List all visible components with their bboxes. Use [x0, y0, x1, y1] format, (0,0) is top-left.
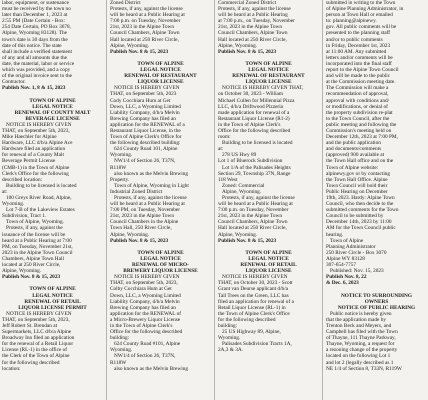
notice-text-line: Council Chambers, Alpine Town [218, 30, 288, 37]
notice-heading-line: RENEWAL OF RETAIL [24, 298, 81, 305]
notice-text-line: 7:00 p.m. on Tuesday, November [218, 207, 289, 214]
notice-text-line: at 7:00 p.m., on Tuesday, November [218, 18, 295, 25]
notice-text-line: R118W [110, 164, 127, 171]
notice-text-line: on October 30, 2023 - William [218, 91, 284, 98]
notice-text-line: THAT, on September 5th, 2023, [110, 280, 178, 287]
notice-text-line: building: [218, 322, 238, 329]
notice-text-line: and documents/comments [326, 146, 382, 153]
notice-heading-line: TOWN OF ALPINE [245, 249, 292, 256]
notice-text-line: 250 River Circle - Box 3070 [326, 249, 387, 256]
notice-text-line: incorporated into the final staff [326, 60, 392, 67]
notice-heading-line: LEGAL NOTICE [32, 103, 73, 110]
notice-text-line: Hall located at 250 River Circle, [218, 225, 287, 232]
notice-text-line: date, the material, labor or service [2, 60, 75, 67]
notice-text-line: Alpine, Wyoming. [218, 231, 258, 238]
notice-heading-line: LIQUOR LICENSE [137, 79, 184, 86]
publish-date-line: Publish Nov. 8 & 15, 2023 [218, 237, 277, 244]
notice-text-line: Liability Company, d/b/a Melvin [110, 109, 180, 116]
notice-text-line: later than December 1, 2023 at [2, 12, 68, 19]
notice-text-line: the Town Hall Office. Alpine [326, 176, 388, 183]
notice-text-line: to the Town Council, after the [326, 115, 390, 122]
notice-text-line: Alpine, Wyoming. [110, 42, 150, 49]
notice-text-line: 254 Date Certain, PO Box 3678, [2, 24, 71, 31]
notice-text-line: Published: Nov. 15, 2023 [330, 268, 384, 275]
notice-text-line: Supermarkets, LLC d/b/a Alpine [2, 329, 72, 336]
column-rule-1 [106, 0, 107, 400]
notice-text-line: report to the Alpine Town Council [326, 67, 399, 74]
notice-text-line: recommendation of approval, [326, 91, 389, 98]
notice-text-line: Building to be licensed is located [222, 140, 293, 147]
notice-text-line: of any and all amounts due the [2, 54, 68, 61]
notice-text-line: for the following described [2, 359, 60, 366]
notice-text-line: Wyoming. [218, 335, 241, 342]
notice-text-line: submitted in writing to the Town [326, 0, 396, 6]
notice-text-line: NOTICE IS HEREBY GIVEN THAT, [222, 85, 304, 92]
notice-text-line: will be heard at a Public Hearing at [110, 12, 185, 19]
notice-text-line: a rezoning change of the property [326, 347, 398, 354]
notice-text-line: the following described building: [110, 140, 181, 147]
notice-text-line: Office for the following described [110, 329, 183, 336]
publish-date-line: Publish Nov. 8 & 15, 2023 [2, 274, 61, 281]
notice-text-line: described location: [2, 176, 43, 183]
notice-text-line: December 14th, 2023 by 11:00 [326, 219, 392, 226]
notice-text-line: the Town of Alpine Clerk's Office [218, 310, 290, 317]
notice-text-line: 307-654-7757 [326, 262, 357, 269]
notice-text-line: to: planning@alpinewy. [326, 18, 377, 25]
notice-text-line: Michael Cullen for Millennial Pizza [218, 97, 295, 104]
notice-text-line: Colby Cocchiara Hum at Get [110, 286, 172, 293]
notice-text-line: 2A,3 & 3A. [218, 347, 244, 354]
notice-text-line: approval with conditions and/ [326, 97, 390, 104]
notice-text-line: issuance of the license will be [2, 231, 66, 238]
notice-text-line: Campbell has filed with the Town [326, 329, 398, 336]
notice-heading-line: TOWN OF ALPINE [29, 286, 76, 293]
notice-text-line: Brewing Company has filed an [110, 304, 176, 311]
notice-text-line: location: [2, 365, 21, 372]
notice-text-line: a Micro-Brewery Liquor License [110, 316, 181, 323]
notice-heading-line: OWNERS [364, 298, 389, 305]
notice-heading-line: NOTICE TO SURROUNDING [340, 292, 413, 299]
notice-text-line: NOTICE IS HEREBY GIVEN [222, 274, 288, 281]
notice-text-line: at 11:00 AM. Any submitted [326, 48, 387, 55]
notice-text-line: Hardware, LLC d/b/a Alpine Ace [2, 140, 73, 147]
column-4 [326, 0, 427, 400]
notice-text-line: Protests, if any, against the license [218, 6, 291, 13]
notice-text-line: License (RL-1) in the office of [2, 347, 68, 354]
notice-text-line: for the renewal of a Retail Liquor [2, 341, 74, 348]
notice-text-line: Commercial Zoned District [218, 0, 277, 6]
notice-text-line: Alpine, Wyoming. [222, 188, 262, 195]
notice-text-line: LLC, d/b/a Driftwood Pizzeria [218, 103, 284, 110]
notice-text-line: Alpine, Wyoming. [110, 231, 150, 238]
notice-text-line: THAT, on September 5th, 2023 [110, 91, 177, 98]
notice-text-line: room: [218, 134, 231, 141]
notice-heading-line: LEGAL NOTICE [248, 67, 289, 74]
notice-text-line: application for the RENEWAL of a [110, 121, 185, 128]
notice-text-line: AM for the Town Council public [326, 225, 396, 232]
notice-text-line: December 12th, 2023 at 7:00 PM, [326, 134, 398, 141]
notice-text-line: (CMB-1) in the Town of Alpine [2, 164, 70, 171]
notice-text-line: 19th, 2023. Hardy: Alpine Town [326, 195, 395, 201]
notice-text-line: Council, who then decide to the [326, 201, 394, 208]
notice-text-line: Property. [110, 176, 130, 183]
notice-heading-line: RENEWAL OF COUNTY MALT [14, 109, 91, 116]
notice-text-line: Broadway Inn filed an application [2, 335, 75, 342]
notice-text-line: Zoned: Commercial [222, 182, 265, 189]
notice-heading-line: BREWERY LIQUOR LICENSE [123, 268, 198, 275]
notice-heading-line: RENEWAL OF RESTAURANT [124, 73, 197, 80]
notice-text-line: Contractor. [2, 79, 26, 86]
notice-text-line: Town of Alpine, Wyoming in Light [114, 182, 189, 189]
notice-text-line: 2023 in the Alpine Town Council [2, 249, 73, 256]
notice-text-line: the Clerk of the Town of Alpine [2, 353, 70, 360]
notice-text-line: or modifications, or denial of [326, 103, 388, 110]
notice-text-line: Office for the following described [218, 127, 291, 134]
notice-text-line: Alpine, Wyoming. [218, 42, 258, 49]
notice-text-line: also known as the Melvin Brewing [114, 365, 188, 372]
notice-text-line: Planning Administrator [326, 243, 376, 250]
notice-text-line: 21st, 2023 in the Alpine Town [218, 213, 282, 220]
notice-heading-line: RENEWAL OF MICRO- [132, 262, 189, 269]
publish-date-line: Publish Nov. 1, 8 & 15, 2023 [2, 85, 66, 92]
notice-text-line: must be received by the town no [2, 6, 71, 13]
notice-text-line: and the public application [326, 140, 381, 147]
notice-text-line: 624 County Road 101, Alpine [114, 146, 178, 153]
notice-text-line: 25 US Highway 89, Alpine, [222, 329, 281, 336]
notice-text-line: Protests, if any, against the [6, 225, 63, 232]
notice-text-line: alpinewy.gov or by contacting [326, 170, 391, 177]
notice-text-line: date of this notice. The state [2, 42, 62, 49]
notice-text-line: 118 West [218, 176, 238, 183]
notice-text-line: Protests, if any, against the license [222, 195, 295, 201]
notice-text-line: THAT, on September 5th, 2023, [2, 127, 70, 134]
notice-text-line: person at Town Hall or emailed [326, 12, 393, 19]
notice-text-line: in the Town of Alpine Clerk's [110, 322, 173, 329]
notice-text-line: Down, LLC, a Wyoming Limited [110, 292, 181, 299]
notice-heading-line: LEGAL NOTICE [248, 255, 289, 262]
notice-text-line: Protests, if any, against the license [114, 195, 187, 201]
notice-text-line: located on the following Lot 1 [326, 353, 391, 360]
notice-heading-line: TOWN OF ALPINE [137, 60, 184, 67]
publish-date-line: Publish Nov. 8 & 15, 2023 [110, 237, 169, 244]
notice-text-line: heard at a Public Hearing at 7:00 [2, 237, 72, 244]
notice-heading-line: LEGAL NOTICE [140, 255, 181, 262]
notice-heading-line: TOWN OF ALPINE [245, 60, 292, 67]
notice-text-line: NOTICE IS HEREBY GIVEN [6, 121, 72, 128]
notice-text-line: gov. All public comments will be [326, 24, 397, 31]
notice-text-line: Subdivision, Tract 1. [2, 213, 47, 220]
notice-text-line: Restaurant Liquor License (R1-2) [218, 115, 290, 122]
notice-text-line: Town Hall, 250 River Circle, [110, 225, 172, 232]
notice-heading-line: LEGAL NOTICE [32, 292, 73, 299]
notice-text-line: Town of Alpine Clerk's Office for [110, 134, 182, 141]
notice-text-line: Council Chambers, Alpine Town [218, 219, 288, 226]
notice-heading-line: TOWN OF ALPINE [137, 249, 184, 256]
notice-text-line: Town of Alpine website: [326, 164, 379, 171]
notice-text-line: the property subdivision re-plat [326, 109, 393, 116]
notice-text-line: Thayne, Wyoming, a request for [326, 341, 395, 348]
notice-text-line: in Friday, December 1st, 2023 [326, 42, 391, 49]
notice-text-line: and lot 2 (legally described as 1 [326, 359, 394, 366]
publish-date-line: & Dec. 6, 2023 [326, 280, 359, 287]
notice-text-line: Protests, if any, against the license [110, 6, 183, 13]
notice-text-line: filed an application for renewal of a [218, 298, 294, 305]
notice-heading-line: TOWN OF ALPINE [29, 97, 76, 104]
notice-text-line: town's date is 30 days from the [2, 36, 68, 43]
notice-text-line: Liability Company, d/b/a Melvin [110, 298, 180, 305]
notice-text-line: The Commission will make a [326, 85, 389, 92]
column-2 [110, 0, 211, 400]
notice-text-line: Council to be submitted by [326, 213, 384, 220]
notice-heading-line: LIQUOR LICENSE PERMIT [18, 304, 87, 311]
notice-text-line: 7:00 p.m. on Tuesday, November [110, 18, 181, 25]
notice-text-line: 7:00 PM, on Tuesday, November [110, 207, 180, 214]
notice-text-line: Beverage Permit License [2, 158, 56, 165]
notice-text-line: Jeff Robert St. Brendan at [2, 322, 58, 329]
notice-heading-line: LIQUOR LICENSE [245, 268, 292, 275]
notice-text-line: Wyoming. [2, 201, 25, 208]
publish-date-line: Publish Nov. 8, 22 [326, 274, 367, 281]
notice-text-line: 624 County Road #101, Alpine [114, 341, 181, 348]
notice-text-line: Down, LLC, a Wyoming Limited [110, 103, 181, 110]
notice-text-line: Lot 7-B of the Lakeview Estates [6, 207, 75, 214]
notice-text-line: Town of Alpine, Wyoming. [6, 219, 64, 226]
notice-text-line: NW1/4 of Section 26, T37N, [114, 353, 176, 360]
notice-text-line: NOTICE IS HEREBY GIVEN [114, 274, 180, 281]
notice-text-line: that the application made by [326, 316, 387, 323]
notice-text-line: 278 US Hwy 89 [222, 152, 257, 159]
notice-text-line: of Thayne, 111 Thayne Parkway, [326, 335, 396, 342]
notice-text-line: Brewing Company has filed an [110, 115, 176, 122]
notice-text-line: Wyoming. [110, 347, 133, 354]
notice-text-line: PM, on Tuesday, November 21st, [2, 243, 73, 250]
notice-text-line: also known as the Melvin Brewing [114, 170, 188, 177]
notice-text-line: and will be made to the public [326, 73, 391, 80]
notice-text-line: Restaurant Liquor License, in the [110, 127, 181, 134]
notice-text-line: made application for renewal of a [218, 109, 290, 116]
column-3 [218, 0, 319, 400]
notice-text-line: THAT, on October 30, 2023 - Scott [218, 280, 293, 287]
notice-text-line: Cody Cocchiara Hum at Get [110, 97, 171, 104]
notice-heading-line: LEGAL NOTICE [140, 67, 181, 74]
notice-text-line: Town Council will hold their [326, 182, 388, 189]
notice-heading-line: BEVERAGE LICENSE [25, 115, 80, 122]
notice-text-line: Wyoming. [110, 152, 133, 159]
notice-text-line: building: [110, 335, 130, 342]
column-1 [2, 0, 103, 400]
notice-text-line: 100 Greys River Road, Alpine, [6, 195, 72, 201]
notice-text-line: Clerk's Office for the following [2, 170, 69, 177]
notice-text-line: NE 1/4 of Section 8, T33N, R119W [326, 365, 402, 372]
notice-text-line: 21st, 2023 in the Alpine Town [110, 24, 174, 31]
notice-text-line: Council Chambers, Alpine Town [110, 30, 180, 37]
publish-date-line: Publish Nov. 8 & 15, 2023 [218, 48, 277, 55]
notice-text-line: public meeting and following the [326, 121, 397, 128]
notice-text-line: NOTICE IS HEREBY GIVEN [6, 310, 72, 317]
notice-heading-line: RENEWAL OF RESTAURANT [232, 73, 305, 80]
notice-text-line: hearing. [326, 231, 344, 238]
notice-text-line: which was provided, and a copy [2, 67, 71, 74]
notice-text-line: will be heard at a Public Hearing at [110, 201, 185, 208]
notice-text-line: Hardware filed an application [2, 146, 66, 153]
notice-text-line: will be heard at a Public Hearing at [218, 201, 293, 208]
notice-text-line: of Alpine Planning Administrator, in [326, 6, 404, 13]
notice-text-line: at: [2, 188, 8, 195]
notice-text-line: Section 29, Township 37N, Range [218, 170, 291, 177]
notice-text-line: application for the RENEWAL of [110, 310, 181, 317]
notice-text-line: Hall located at 250 River Circle, [218, 36, 287, 43]
notice-text-line: presented to the planning staff [326, 30, 391, 37]
notice-text-line: (approved) 900 available at [326, 152, 385, 159]
notice-heading-line: LIQUOR LICENSE [245, 79, 292, 86]
notice-text-line: shall include a verified statement [2, 48, 73, 55]
notice-text-line: Council Chambers in the Alpine [110, 219, 179, 226]
notice-text-line: NW1/4 of Section 26, T37N, [114, 158, 176, 165]
notice-text-line: Commission's meeting held on [326, 127, 392, 134]
notice-text-line: Alpine, Wyoming. [2, 268, 42, 275]
notice-text-line: Retail Liquor License (RL-1) in [218, 304, 286, 311]
notice-text-line: Grant van Deurse applicant d/b/a [218, 286, 289, 293]
notice-text-line: Trenton Beck and Meyers, and [326, 322, 392, 329]
notice-text-line: Alpine, Wyoming 83128). The [2, 30, 67, 37]
notice-text-line: letters and/or comments will be [326, 54, 393, 61]
notice-text-line: 21st, 2023 in the Alpine Town [218, 24, 282, 31]
notice-text-line: Lot 1 of Bluerock Subdivision [218, 158, 283, 165]
notice-text-line: for renewal of a County Malt [2, 152, 64, 159]
notice-text-line: located at 250 River Circle, [2, 262, 61, 269]
notice-text-line: Building to be licensed is located [6, 182, 77, 189]
notice-text-line: NOTICE IS HEREBY GIVEN [114, 85, 180, 92]
notice-text-line: Town of Alpine [330, 237, 364, 244]
notice-text-line: at the Commission meeting date. [326, 79, 396, 86]
notice-text-line: submitted comments for the Town [326, 207, 399, 214]
column-rule-2 [214, 0, 215, 400]
notice-text-line: Alpine WY 83128 [326, 255, 365, 262]
notice-text-line: of the original invoice sent to the [2, 73, 73, 80]
notice-text-line: the Town Hall office and on the [326, 158, 394, 165]
publish-date-line: Publish Nov. 8 & 15, 2023 [110, 48, 169, 55]
notice-text-line: Zoned District [110, 0, 141, 6]
column-rule-3 [322, 0, 323, 400]
notice-text-line: Public notice is hereby given [330, 310, 392, 317]
notice-text-line: Mike Haechler for Alpine [2, 134, 57, 141]
notice-heading-line: RENEWAL OF RETAIL [240, 262, 297, 269]
notice-text-line: Hall located at 250 River Circle, [110, 36, 179, 43]
notice-heading-line: NOTICE OF PUBLIC HEARING [337, 304, 416, 311]
notice-text-line: Tall Trees on the Green, LLC has [218, 292, 289, 299]
notice-text-line: R118W [110, 359, 127, 366]
notice-text-line: at: [218, 146, 224, 153]
notice-text-line: in the Town of Alpine Clerk's [218, 121, 281, 128]
notice-text-line: for the following described [218, 316, 276, 323]
notice-text-line: labor, equipment, or sustenance [2, 0, 70, 6]
notice-text-line: Palisades Subdivision Tracts 1A, [222, 341, 292, 348]
notice-text-line: 21st, 2023 in the Alpine Town [110, 213, 174, 220]
notice-text-line: and/or to public comments [326, 36, 383, 43]
notice-text-line: 2:55 PM (Date Certain - Box: [2, 18, 66, 25]
notice-text-line: THAT, on September 5th, 2023, [2, 316, 70, 323]
notice-text-line: Chambers, Alpine Town Hall [2, 255, 64, 262]
notice-text-line: Public Hearing on December [326, 188, 388, 195]
notice-text-line: Industrial Zoned District [110, 188, 163, 195]
notice-text-line: Lot 1/A of the Palisades Heights [222, 164, 291, 171]
notice-text-line: will be heard at a Public Hearing [218, 12, 288, 19]
